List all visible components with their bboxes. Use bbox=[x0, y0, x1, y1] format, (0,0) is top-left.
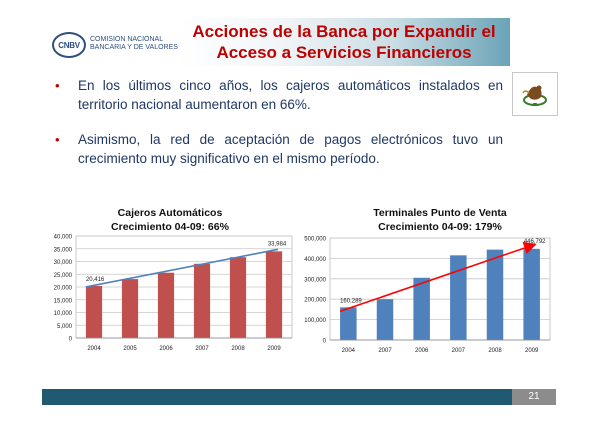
bar bbox=[413, 278, 430, 340]
bullet-text: Asimismo, la red de aceptación de pagos electrónicos tuvo un crecimiento muy significativo en el mismo período. bbox=[78, 132, 503, 166]
bullet-text: En los últimos cinco años, los cajeros automáticos instalados en territorio nacional aumentaron en 66%. bbox=[78, 78, 503, 112]
y-tick-label: 100,000 bbox=[304, 318, 326, 325]
bar bbox=[86, 286, 102, 338]
y-tick-label: 40,000 bbox=[53, 234, 72, 241]
y-tick-label: 25,000 bbox=[53, 272, 72, 279]
page-number: 21 bbox=[512, 389, 556, 405]
bar bbox=[377, 299, 394, 340]
slide-title bbox=[178, 21, 510, 63]
pos-chart-title-line-2: Crecimiento 04-09: 179% bbox=[378, 221, 502, 233]
y-tick-label: 300,000 bbox=[304, 277, 326, 284]
bar bbox=[122, 279, 138, 338]
x-tick-label: 2004 bbox=[341, 348, 356, 354]
x-tick-label: 2009 bbox=[267, 346, 281, 352]
x-tick-label: 2005 bbox=[123, 346, 137, 352]
x-tick-label: 2008 bbox=[231, 346, 245, 352]
x-tick-label: 2004 bbox=[87, 346, 101, 352]
x-tick-label: 2007 bbox=[451, 348, 466, 354]
data-label-first: 20,416 bbox=[85, 276, 105, 283]
y-tick-label: 400,000 bbox=[304, 256, 326, 263]
bar bbox=[340, 307, 356, 340]
data-label-last: 33,984 bbox=[267, 241, 287, 248]
data-label-last: 446,792 bbox=[523, 238, 546, 245]
y-tick-label: 200,000 bbox=[304, 297, 326, 304]
bar bbox=[158, 273, 174, 338]
pos-chart-title-line-1: Terminales Punto de Venta bbox=[373, 207, 507, 219]
x-tick-label: 2006 bbox=[159, 346, 173, 352]
x-tick-label: 2007 bbox=[195, 346, 209, 352]
bullet-dot-icon: • bbox=[55, 132, 60, 147]
bar bbox=[194, 264, 210, 338]
data-label-first: 160,289 bbox=[340, 298, 362, 305]
plot-area bbox=[330, 238, 550, 340]
bar bbox=[523, 249, 540, 340]
y-tick-label: 0 bbox=[68, 336, 72, 343]
y-tick-label: 35,000 bbox=[53, 247, 72, 254]
bullet-list bbox=[55, 76, 503, 184]
footer-bar bbox=[42, 389, 512, 405]
y-tick-label: 20,000 bbox=[53, 285, 72, 292]
bar bbox=[487, 250, 504, 340]
atm-chart bbox=[0, 228, 300, 363]
x-tick-label: 2006 bbox=[414, 348, 429, 354]
y-tick-label: 15,000 bbox=[53, 298, 72, 305]
y-tick-label: 500,000 bbox=[304, 236, 326, 243]
y-tick-label: 30,000 bbox=[53, 260, 72, 266]
y-tick-label: 5,000 bbox=[56, 323, 72, 330]
mexico-coat-of-arms-icon bbox=[512, 72, 558, 116]
bar bbox=[230, 257, 246, 338]
atm-chart-title-line-1: Cajeros Automáticos bbox=[117, 207, 223, 219]
title-line-2: Acceso a Servicios Financieros bbox=[216, 43, 472, 62]
cnbv-logo-icon: CNBV bbox=[52, 32, 86, 58]
atm-chart-title-line-2: Crecimiento 04-09: 66% bbox=[111, 221, 229, 233]
logo-line-1: COMISION NACIONAL bbox=[90, 36, 164, 43]
bullet-dot-icon: • bbox=[55, 78, 60, 93]
logo-line-2: BANCARIA Y DE VALORES bbox=[90, 44, 178, 51]
title-banner bbox=[178, 18, 510, 66]
cnbv-logo bbox=[52, 30, 182, 62]
bullet-item bbox=[55, 76, 503, 114]
bar bbox=[266, 251, 282, 338]
x-tick-label: 2008 bbox=[488, 348, 502, 354]
y-tick-label: 0 bbox=[322, 338, 326, 345]
y-tick-label: 10,000 bbox=[53, 311, 72, 317]
logo-text bbox=[90, 36, 185, 52]
x-tick-label: 2007 bbox=[378, 348, 392, 354]
x-tick-label: 2009 bbox=[524, 348, 539, 354]
bullet-item bbox=[55, 130, 503, 168]
pos-chart bbox=[290, 228, 560, 363]
title-line-1: Acciones de la Banca por Expandir el bbox=[192, 22, 496, 41]
